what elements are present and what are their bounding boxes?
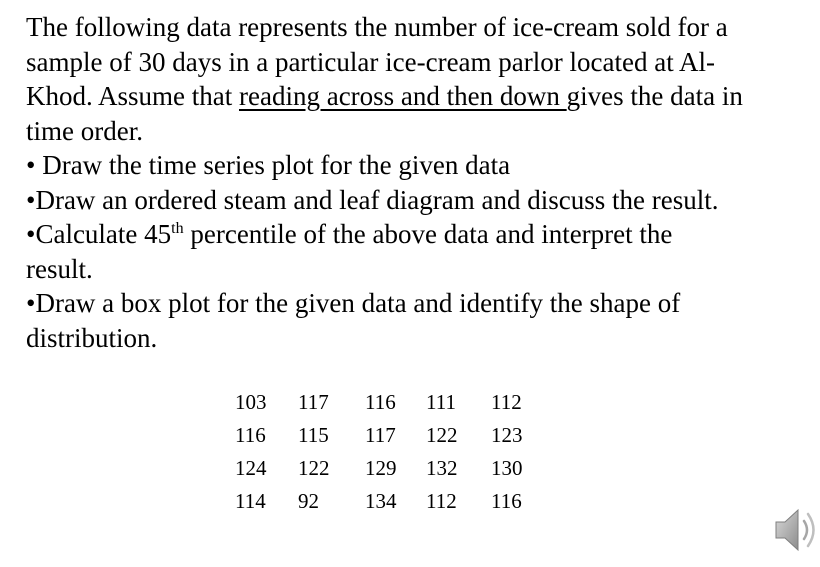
table-cell: 122	[426, 423, 458, 447]
table-cell: 132	[426, 456, 458, 480]
table-cell: 116	[365, 390, 396, 414]
underlined-phrase: reading across and then down	[239, 81, 567, 111]
table-row	[235, 386, 531, 419]
table-cell: 116	[235, 423, 266, 447]
table-cell: 103	[235, 390, 267, 414]
intro-line-3-start: Khod. Assume that	[26, 81, 239, 111]
ordinal-suffix: th	[171, 220, 184, 237]
table-cell: 117	[365, 423, 396, 447]
bullet-box-plot-cont: distribution.	[26, 322, 158, 353]
bullet-box-plot: •Draw a box plot for the given data and identify the shape of	[26, 288, 681, 318]
table-cell: 112	[491, 390, 522, 414]
table-cell: 130	[491, 456, 523, 480]
table-cell: 114	[235, 489, 266, 513]
bullet-percentile	[26, 217, 806, 252]
intro-line-3-end: gives the data in	[566, 81, 743, 111]
table-cell: 123	[491, 423, 523, 447]
bullet-percentile-cont: result.	[26, 253, 93, 284]
intro-line-3	[26, 79, 806, 114]
intro-line-4: time order.	[26, 115, 143, 146]
table-row	[235, 485, 531, 518]
intro-line-2: sample of 30 days in a particular ice-cream parlor located at Al-	[26, 46, 715, 77]
table-cell: 116	[491, 489, 522, 513]
bullet-percentile-end: percentile of the above data and interpret the	[183, 219, 673, 249]
table-row	[235, 419, 531, 452]
bullet-stem-leaf: •Draw an ordered steam and leaf diagram and discuss the result.	[26, 184, 719, 215]
data-table	[235, 386, 531, 518]
table-cell: 111	[426, 390, 456, 414]
table-cell: 117	[298, 390, 329, 414]
bullet-percentile-start: •Calculate 45	[26, 219, 172, 249]
table-cell: 92	[298, 489, 319, 513]
table-cell: 124	[235, 456, 267, 480]
problem-text	[26, 10, 806, 355]
speaker-icon-graphic	[774, 505, 818, 555]
table-cell: 122	[298, 456, 330, 480]
table-cell: 129	[365, 456, 397, 480]
bullet-time-series: • Draw the time series plot for the given data	[26, 150, 511, 180]
table-cell: 112	[426, 489, 457, 513]
speaker-icon[interactable]	[774, 505, 818, 555]
intro-line-1: The following data represents the number of ice-cream sold for a	[26, 12, 728, 42]
table-cell: 115	[298, 423, 329, 447]
table-cell: 134	[365, 489, 397, 513]
table-row	[235, 452, 531, 485]
